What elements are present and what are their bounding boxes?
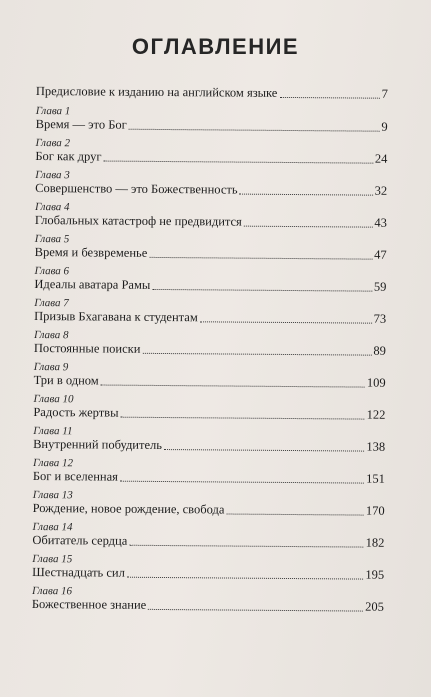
table-of-contents	[32, 78, 388, 615]
page-number: 73	[373, 311, 387, 326]
dot-leader	[279, 97, 379, 99]
toc-row	[33, 469, 385, 487]
dot-leader	[101, 385, 365, 388]
chapter-label: Глава 13	[32, 488, 73, 502]
toc-row	[32, 565, 384, 583]
toc-entry-preface	[36, 84, 388, 102]
toc-entry-chapter-7	[34, 297, 386, 327]
chapter-label: Глава 2	[35, 136, 71, 150]
toc-entry-chapter-10	[33, 393, 385, 423]
page-number: 59	[373, 279, 387, 294]
chapter-label: Глава 7	[34, 296, 69, 310]
toc-entry-chapter-12	[33, 457, 385, 487]
toc-row	[35, 213, 387, 231]
chapter-label: Глава 3	[35, 168, 70, 182]
chapter-label: Глава 11	[33, 424, 73, 438]
toc-row	[33, 501, 385, 519]
entry-title: Бог и вселенная	[32, 468, 118, 484]
toc-entry-chapter-4	[35, 201, 387, 231]
toc-row	[33, 437, 385, 455]
toc-row	[32, 597, 384, 615]
dot-leader	[164, 449, 364, 452]
toc-entry-chapter-8	[34, 329, 386, 359]
entry-title: Три в одном	[33, 372, 99, 388]
dot-leader	[244, 226, 373, 228]
entry-title: Время и безвременье	[34, 244, 148, 260]
chapter-list	[32, 105, 388, 615]
toc-entry-chapter-5	[35, 233, 387, 263]
entry-title: Шестнадцать сил	[32, 564, 125, 580]
page-number: 24	[374, 151, 388, 166]
toc-row	[34, 277, 386, 295]
toc-row	[36, 117, 388, 135]
dot-leader	[142, 353, 371, 356]
page-number: 205	[365, 599, 384, 614]
chapter-label: Глава 1	[35, 104, 71, 118]
chapter-label: Глава 15	[32, 552, 73, 566]
page-number: 47	[374, 247, 387, 262]
toc-row	[34, 309, 386, 327]
toc-entry-chapter-14	[32, 521, 384, 551]
page-number: 195	[365, 567, 385, 582]
entry-title: Божественное знание	[31, 596, 147, 612]
toc-row	[34, 341, 386, 359]
entry-title: Внутренний побудитель	[33, 436, 163, 453]
toc-entry-chapter-15	[32, 553, 384, 583]
toc-entry-chapter-3	[35, 169, 387, 199]
dot-leader	[200, 321, 372, 323]
page-title: ОГЛАВЛЕНИЕ	[131, 34, 300, 59]
entry-title: Бог как друг	[35, 148, 102, 164]
dot-leader	[129, 545, 363, 548]
toc-entry-chapter-9	[34, 361, 386, 391]
dot-leader	[120, 417, 364, 420]
toc-row	[34, 373, 386, 391]
entry-title: Предисловие к изданию на английском языке	[35, 83, 278, 100]
entry-title: Рождение, новое рождение, свобода	[32, 500, 225, 517]
dot-leader	[120, 481, 364, 484]
entry-title: Время — это Бог	[35, 116, 127, 132]
page-number: 89	[373, 343, 386, 358]
toc-row	[32, 533, 384, 551]
page-number: 138	[366, 439, 386, 454]
toc-row	[35, 149, 387, 167]
toc-row	[35, 181, 387, 199]
toc-entry-chapter-11	[33, 425, 385, 455]
dot-leader	[127, 577, 363, 580]
page-number: 151	[366, 471, 385, 486]
entry-title: Глобальных катастроф не предвидится	[34, 212, 242, 229]
toc-row	[36, 84, 388, 102]
page-number: 182	[365, 535, 385, 550]
page-number: 32	[374, 183, 388, 198]
chapter-label: Глава 5	[34, 232, 70, 246]
toc-entry-chapter-2	[35, 137, 387, 167]
entry-title: Совершенство — это Божественность	[35, 180, 238, 197]
chapter-label: Глава 6	[34, 264, 70, 278]
page-number: 122	[366, 407, 386, 422]
chapter-label: Глава 4	[34, 200, 70, 214]
dot-leader	[148, 609, 363, 612]
entry-title: Призыв Бхагавана к студентам	[34, 308, 198, 325]
toc-entry-chapter-13	[33, 489, 385, 519]
page-number: 7	[381, 86, 388, 101]
chapter-label: Глава 16	[31, 584, 73, 598]
page-number: 43	[374, 215, 387, 230]
page-number: 170	[365, 503, 385, 518]
entry-title: Обитатель сердца	[32, 532, 128, 548]
chapter-label: Глава 10	[33, 392, 74, 406]
chapter-label: Глава 12	[32, 456, 74, 470]
page-number: 9	[381, 119, 388, 134]
dot-leader	[240, 194, 373, 196]
dot-leader	[149, 257, 372, 260]
dot-leader	[226, 514, 363, 516]
entry-title: Радость жертвы	[33, 404, 119, 420]
entry-title: Постоянные поиски	[33, 340, 141, 356]
dot-leader	[129, 129, 380, 132]
page-number: 109	[366, 375, 386, 390]
toc-row	[33, 405, 385, 423]
chapter-label: Глава 9	[33, 360, 69, 374]
dot-leader	[152, 289, 372, 292]
dot-leader	[103, 161, 372, 164]
toc-entry-chapter-1	[36, 105, 388, 135]
toc-entry-chapter-16	[32, 585, 384, 615]
toc-entry-chapter-6	[34, 265, 386, 295]
chapter-label: Глава 14	[32, 520, 73, 534]
entry-title: Идеалы аватара Рамы	[34, 276, 151, 292]
chapter-label: Глава 8	[33, 328, 69, 342]
toc-row	[35, 245, 387, 263]
